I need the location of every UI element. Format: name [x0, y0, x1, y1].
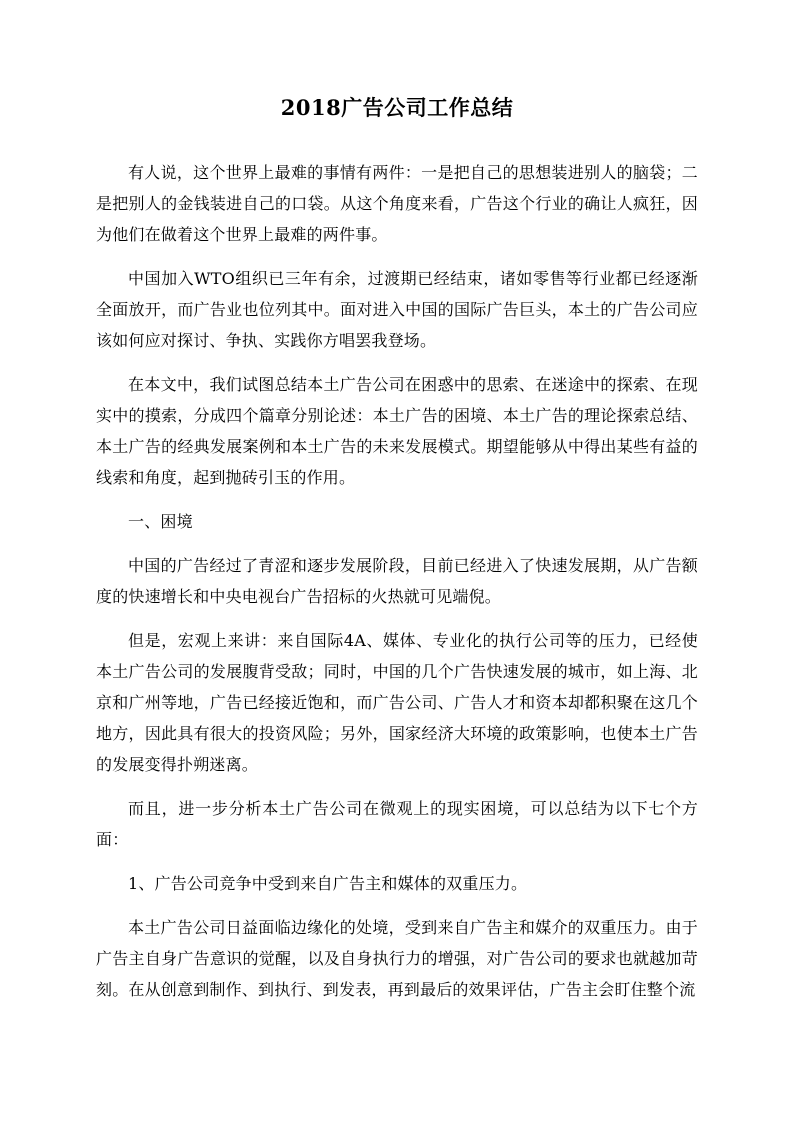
- paragraph-macro-pressure: 但是，宏观上来讲：来自国际4A、媒体、专业化的执行公司等的压力，已经使本土广告公司的发展腹背受敌；同时，中国的几个广告快速发展的城市，如上海、北京和广州等地，广告已经接近饱和，而广告公司、广告人才和资本却都积聚在这几个地方，因此具有很大的投资风险；另外，国家经济大环境的政策影响，也使本土广告的发展变得扑朔迷离。: [96, 631, 698, 774]
- paragraph-wto: 中国加入WTO组织已三年有余，过渡期已经结束，诸如零售等行业都已经逐渐全面放开，而广告业也位列其中。面对进入中国的国际广告巨头，本土的广告公司应该如何应对探讨、争执、实践你方唱罢我登场。: [96, 269, 698, 350]
- section-heading-dilemma: 一、困境: [128, 512, 193, 531]
- paragraph-marginalization: 本土广告公司日益面临边缘化的处境，受到来自广告主和媒介的双重压力。由于广告主自身广告意识的觉醒，以及自身执行力的增强，对广告公司的要求也就越加苛刻。在从创意到制作、到执行、到发表，再到最后的效果评估，广告主会盯住整个流: [96, 918, 698, 999]
- paragraph-micro-dilemma: 而且，进一步分析本土广告公司在微观上的现实困境，可以总结为以下七个方面：: [96, 799, 698, 849]
- subheading-dual-pressure: 1、广告公司竞争中受到来自广告主和媒体的双重压力。: [128, 874, 528, 893]
- paragraph-development-stage: 中国的广告经过了青涩和逐步发展阶段，目前已经进入了快速发展期，从广告额度的快速增长和中央电视台广告招标的火热就可见端倪。: [96, 556, 698, 606]
- paragraph-summary: 在本文中，我们试图总结本土广告公司在困惑中的思索、在迷途中的探索、在现实中的摸索，分成四个篇章分别论述：本土广告的困境、本土广告的理论探索总结、本土广告的经典发展案例和本土广告的未来发展模式。期望能够从中得出某些有益的线索和角度，起到抛砖引玉的作用。: [96, 375, 698, 487]
- paragraph-intro: 有人说，这个世界上最难的事情有两件：一是把自己的思想装进别人的脑袋；二是把别人的金钱装进自己的口袋。从这个角度来看，广告这个行业的确让人疯狂，因为他们在做着这个世界上最难的两件事。: [96, 163, 698, 244]
- document-title: 2018广告公司工作总结: [280, 95, 514, 120]
